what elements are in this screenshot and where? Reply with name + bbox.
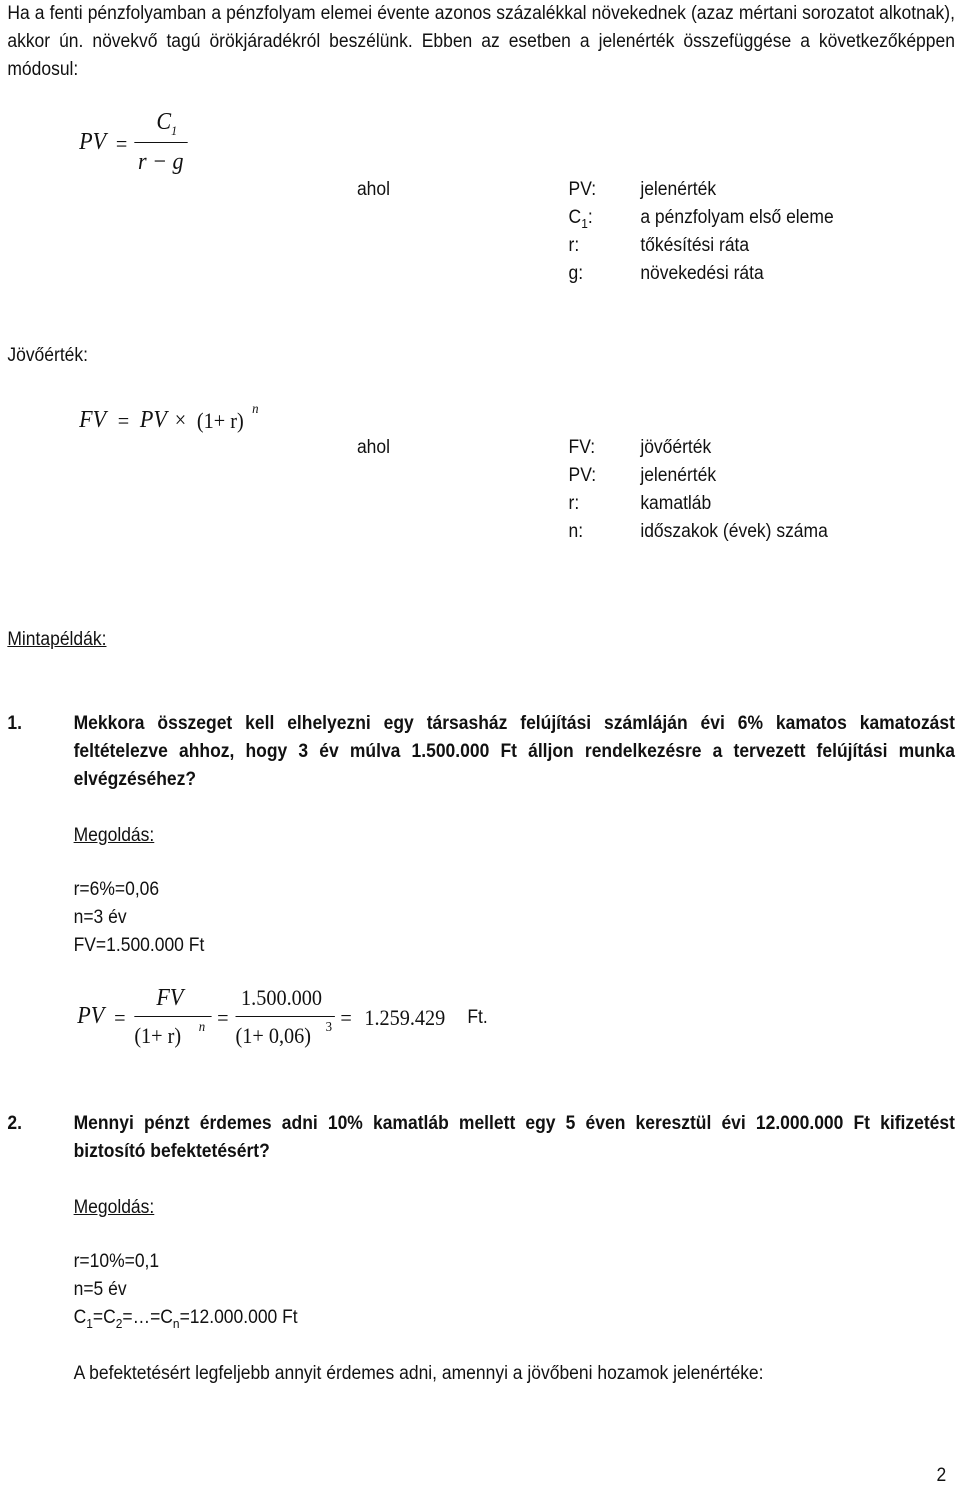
ex1-formula-f1-exp: n bbox=[198, 1020, 206, 1035]
example2-solution-label: Megoldás: bbox=[73, 1197, 155, 1218]
legend2-sym-1: PV: bbox=[568, 465, 597, 486]
example1-given-1: n=3 év bbox=[73, 907, 127, 928]
example2-conclusion: A befektetésért legfeljebb annyit érdemes adni, amennyi a jövőbeni hozamok jelenértéke: bbox=[73, 1363, 764, 1384]
ex1-formula-unit: Ft. bbox=[467, 1007, 488, 1028]
ex1-formula-f1-den: (1+ r) bbox=[134, 1023, 182, 1048]
example1-given-2: FV=1.500.000 Ft bbox=[73, 935, 205, 956]
formula2-pv: PV bbox=[139, 407, 167, 433]
ex1-formula-f2-num: 1.500.000 bbox=[241, 985, 322, 1010]
ex1-formula-f2-den: (1+ 0,06) bbox=[235, 1023, 312, 1048]
formula2-times: × bbox=[174, 407, 187, 432]
legend2-desc-3: időszakok (évek) száma bbox=[640, 521, 828, 542]
formula1-den: r − g bbox=[138, 149, 184, 175]
future-value-heading: Jövőérték: bbox=[7, 345, 89, 366]
ex1-formula-lhs: PV bbox=[77, 1003, 105, 1029]
example2-given-1: n=5 év bbox=[73, 1279, 127, 1300]
formula2-lhs: FV bbox=[79, 407, 107, 433]
legend1-ahol: ahol bbox=[356, 179, 391, 200]
ex1-formula-f2-line bbox=[236, 1016, 335, 1017]
legend2-desc-1: jelenérték bbox=[640, 465, 717, 486]
example2-number: 2. bbox=[7, 1113, 22, 1134]
legend1-sym-0: PV: bbox=[568, 179, 597, 200]
legend1-sym-2: r: bbox=[568, 235, 580, 256]
example2-given-c: $C_1=C_2=\dots=C_n=12.000.000$ Ft bbox=[73, 1307, 298, 1331]
example1-solution-label: Megoldás: bbox=[73, 825, 155, 846]
legend2-desc-0: jövőérték bbox=[640, 437, 712, 458]
example1-question: Mekkora összeget kell elhelyezni egy társasház felújítási számláján évi 6% kamatos kamatozást feltételezve ahhoz, hogy 3 év múlva 1.500.000 Ft álljon rendelkezésre a tervezett felújítási munka elvégzéséhez? bbox=[73, 713, 955, 790]
intro-paragraph: Ha a fenti pénzfolyamban a pénzfolyam elemei évente azonos százalékkal növekednek (azaz mértani sorozatot alkotnak), akkor ún. növekvő tagú örökjáradékról beszélünk. Ebben az esetben a jelenérték összefüggése a következőképpen módosul: bbox=[7, 3, 955, 80]
ex1-formula-f2-exp: 3 bbox=[325, 1020, 333, 1035]
legend2-desc-2: kamatláb bbox=[640, 493, 712, 514]
example1-given-0: r=6%=0,06 bbox=[73, 879, 160, 900]
legend1-desc-2: tőkésítési ráta bbox=[640, 235, 750, 256]
examples-heading: Mintapéldák: bbox=[7, 629, 107, 650]
formula1-eq: = bbox=[115, 131, 128, 156]
legend1-desc-1: a pénzfolyam első eleme bbox=[640, 207, 834, 228]
legend1-sym-3: g: bbox=[568, 263, 584, 284]
example2-given-0: r=10%=0,1 bbox=[73, 1251, 160, 1272]
formula1-fraction-line bbox=[134, 142, 187, 143]
legend2-sym-3: n: bbox=[568, 521, 584, 542]
formula2-exp: n bbox=[252, 402, 259, 417]
legend1-desc-3: növekedési ráta bbox=[640, 263, 764, 284]
ex1-formula-f1-num: FV bbox=[156, 985, 184, 1011]
example2-question: Mennyi pénzt érdemes adni 10% kamatláb mellett egy 5 éven keresztül évi 12.000.000 Ft kifizetést biztosító befektetésért? bbox=[73, 1113, 955, 1162]
legend1-sym-1: $C_1$: bbox=[568, 207, 593, 231]
legend1-desc-0: jelenérték bbox=[640, 179, 717, 200]
legend2-sym-2: r: bbox=[568, 493, 580, 514]
legend2-sym-0: FV: bbox=[568, 437, 596, 458]
formula1-lhs: PV bbox=[79, 129, 107, 155]
page-number: 2 bbox=[936, 1465, 947, 1486]
ex1-formula-eq2: = bbox=[217, 1005, 229, 1030]
ex1-formula-eq3: = bbox=[340, 1005, 352, 1030]
ex1-formula-eq1: = bbox=[114, 1005, 126, 1030]
formula2-eq: = bbox=[117, 408, 130, 433]
legend2-ahol: ahol bbox=[356, 437, 391, 458]
formula2-paren: (1+ r) bbox=[196, 408, 244, 433]
example1-number: 1. bbox=[7, 713, 22, 734]
ex1-formula-result: 1.259.429 bbox=[364, 1005, 446, 1030]
formula1-num: $C_1$ bbox=[156, 109, 178, 138]
